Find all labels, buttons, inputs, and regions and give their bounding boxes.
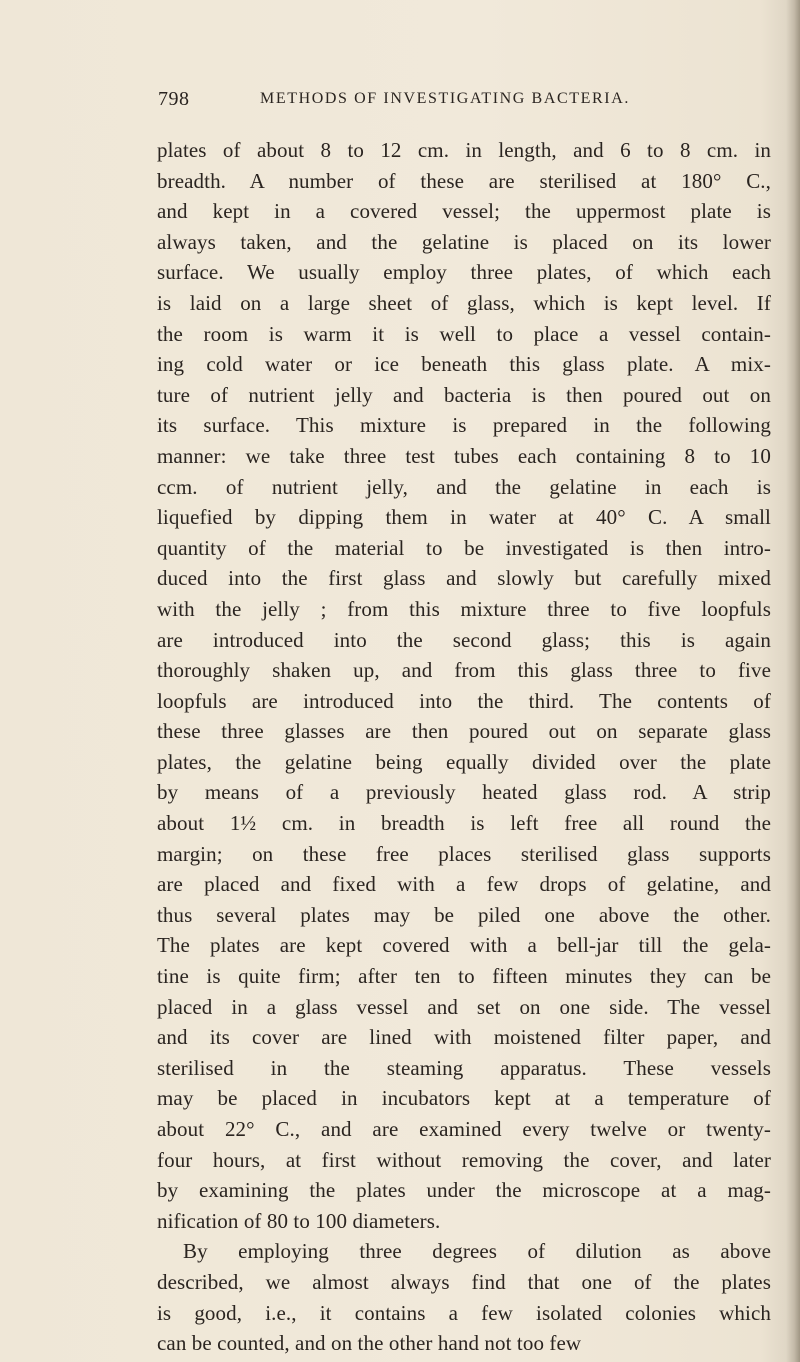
text-line: margin; on these free places sterilised glass supports bbox=[157, 841, 771, 866]
text-line: thoroughly shaken up, and from this glass three to five bbox=[157, 658, 771, 683]
text-line: By employing three degrees of dilution as above bbox=[183, 1239, 771, 1264]
body-text bbox=[157, 135, 771, 1359]
text-line: ccm. of nutrient jelly, and the gelatine in each is bbox=[157, 474, 771, 499]
text-line: are introduced into the second glass; this is again bbox=[157, 627, 771, 652]
page-header bbox=[158, 88, 758, 118]
text-line: and its cover are lined with moistened filter paper, and bbox=[157, 1025, 771, 1050]
page-edge-shadow bbox=[786, 0, 800, 1362]
text-line: is laid on a large sheet of glass, which is kept level. If bbox=[157, 290, 771, 315]
text-line: described, we almost always find that one of the plates bbox=[157, 1269, 771, 1294]
text-line: nification of 80 to 100 diameters. bbox=[157, 1208, 441, 1233]
text-line: liquefied by dipping them in water at 40° C. A small bbox=[157, 505, 771, 530]
text-line: quantity of the material to be investigated is then intro- bbox=[157, 535, 771, 560]
text-line: tine is quite firm; after ten to fifteen minutes they can be bbox=[157, 964, 771, 989]
text-line: thus several plates may be piled one above the other. bbox=[157, 902, 771, 927]
text-line: ture of nutrient jelly and bacteria is then poured out on bbox=[157, 382, 771, 407]
text-line: about 22° C., and are examined every twelve or twenty- bbox=[157, 1117, 771, 1141]
text-line: sterilised in the steaming apparatus. These vessels bbox=[157, 1055, 771, 1080]
text-line: four hours, at first without removing the cover, and later bbox=[157, 1147, 771, 1172]
text-line: surface. We usually employ three plates, of which each bbox=[157, 260, 771, 285]
text-line: are placed and fixed with a few drops of gelatine, and bbox=[157, 872, 771, 897]
text-line: its surface. This mixture is prepared in the following bbox=[157, 413, 771, 438]
running-head: METHODS OF INVESTIGATING BACTERIA. bbox=[260, 90, 630, 107]
text-line: about 1½ cm. in breadth is left free all round the bbox=[157, 811, 771, 836]
text-line: The plates are kept covered with a bell-jar till the gela- bbox=[157, 933, 771, 958]
text-line: breadth. A number of these are sterilised at 180° C., bbox=[157, 168, 771, 193]
text-line: can be counted, and on the other hand not too few bbox=[157, 1331, 582, 1356]
text-line: the room is warm it is well to place a vessel contain- bbox=[157, 321, 771, 346]
text-line: may be placed in incubators kept at a temperature of bbox=[157, 1086, 771, 1111]
text-line: ing cold water or ice beneath this glass plate. A mix- bbox=[157, 352, 771, 377]
text-line: manner: we take three test tubes each containing 8 to 10 bbox=[157, 443, 771, 468]
paragraph-container bbox=[157, 135, 771, 1359]
text-line: is good, i.e., it contains a few isolated colonies which bbox=[157, 1300, 771, 1325]
text-line: plates of about 8 to 12 cm. in length, and 6 to 8 cm. in bbox=[157, 138, 771, 162]
page-number: 798 bbox=[158, 88, 190, 110]
text-line: duced into the first glass and slowly but carefully mixed bbox=[157, 566, 771, 591]
text-line: and kept in a covered vessel; the uppermost plate is bbox=[157, 199, 771, 224]
paragraph bbox=[157, 1236, 771, 1358]
text-line: by examining the plates under the microscope at a mag- bbox=[157, 1178, 771, 1203]
text-line: loopfuls are introduced into the third. The contents of bbox=[157, 688, 771, 713]
text-line: with the jelly ; from this mixture three to five loopfuls bbox=[157, 596, 771, 621]
text-line: always taken, and the gelatine is placed on its lower bbox=[157, 229, 771, 254]
text-line: placed in a glass vessel and set on one side. The vessel bbox=[157, 994, 771, 1019]
paragraph bbox=[157, 135, 771, 1236]
text-line: by means of a previously heated glass rod. A strip bbox=[157, 780, 771, 805]
text-line: these three glasses are then poured out on separate glass bbox=[157, 719, 771, 744]
text-line: plates, the gelatine being equally divided over the plate bbox=[157, 749, 771, 774]
